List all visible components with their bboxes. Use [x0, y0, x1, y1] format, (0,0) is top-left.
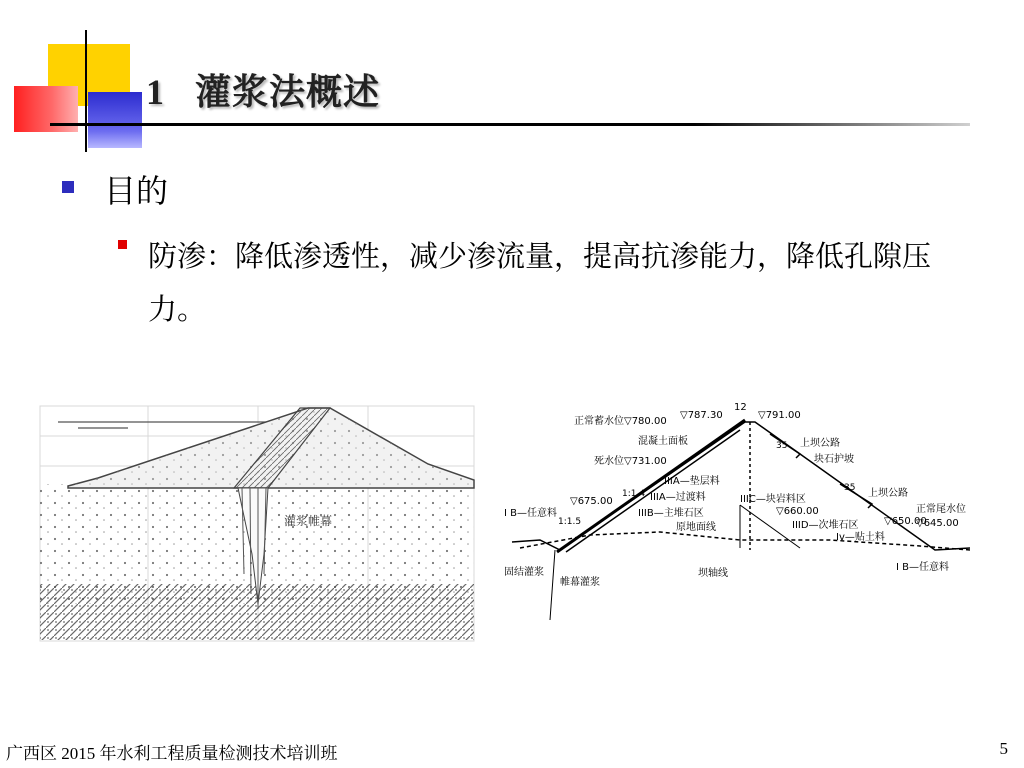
right-label-35a: 35 — [776, 441, 788, 451]
right-label-road1: 上坝公路 — [800, 438, 840, 449]
right-curtain-line — [550, 550, 555, 620]
figure-dam-grout-curtain — [38, 404, 478, 644]
right-label-iiib: IIIB—主堆石区 — [638, 508, 704, 519]
right-label-normal-level: 正常蓄水位▽780.00 — [574, 416, 667, 427]
right-label-iiic: IIIC—块岩料区 — [740, 494, 806, 505]
right-label-35b: 35 — [844, 483, 856, 493]
right-label-consolidation: 固结灌浆 — [504, 567, 544, 578]
figure-dam-section — [500, 400, 980, 625]
right-label-12: 12 — [734, 402, 747, 413]
right-label-660: ▽660.00 — [776, 506, 819, 517]
bullet-level2-text: 防渗：降低渗透性，减少渗流量，提高抗渗能力，降低孔隙压力。 — [148, 239, 932, 326]
right-label-dead-level: 死水位▽731.00 — [594, 456, 667, 467]
bullet-level1-text: 目的 — [104, 172, 169, 210]
bullet-square-icon — [62, 181, 74, 193]
footer-text: 广西区 2015 年水利工程质量检测技术培训班 — [6, 744, 338, 763]
left-curtain-label: 灌浆帷幕 — [284, 514, 333, 528]
right-label-iiid: IIID—次堆石区 — [792, 520, 859, 531]
right-label-slope-1: 1:1.4 — [622, 489, 646, 499]
right-dam-outline — [512, 422, 970, 550]
right-label-645: ▽645.00 — [916, 518, 959, 529]
title-underline — [50, 123, 970, 126]
title-text: 灌浆法概述 — [195, 72, 381, 112]
right-label-curtain: 帷幕灌浆 — [560, 577, 600, 588]
decor-vertical-line — [85, 30, 87, 152]
bullet-square-small-icon — [118, 240, 127, 249]
right-label-slope-2: 1:1.5 — [558, 517, 582, 527]
right-label-road2: 上坝公路 — [868, 488, 908, 499]
right-label-tailwater: 正常尾水位 — [916, 504, 966, 515]
right-label-riprap: 块石护坡 — [814, 454, 854, 465]
right-label-ground: 原地面线 — [676, 522, 716, 533]
right-label-ib-left: I B—任意料 — [504, 508, 557, 519]
right-label-ib-right: I B—任意料 — [896, 562, 949, 573]
right-label-791: ▽791.00 — [758, 410, 801, 421]
right-label-iiia: IIIA—垫层料 — [664, 476, 720, 487]
page-number: 5 — [999, 739, 1008, 758]
title-number: 1 — [146, 72, 165, 112]
right-label-iv: Iv—贴土料 — [836, 532, 885, 543]
right-ground-line — [520, 532, 970, 550]
right-label-iiia2: IIIA—过渡料 — [650, 492, 706, 503]
right-label-concrete-slab: 混凝土面板 — [638, 436, 688, 447]
right-label-650: ▽650.00 — [884, 516, 927, 527]
decor-blue-square — [88, 92, 142, 148]
right-label-axis: 坝轴线 — [698, 568, 728, 579]
right-label-787: ▽787.30 — [680, 410, 723, 421]
page-title — [146, 64, 380, 115]
right-label-675: ▽675.00 — [570, 496, 613, 507]
